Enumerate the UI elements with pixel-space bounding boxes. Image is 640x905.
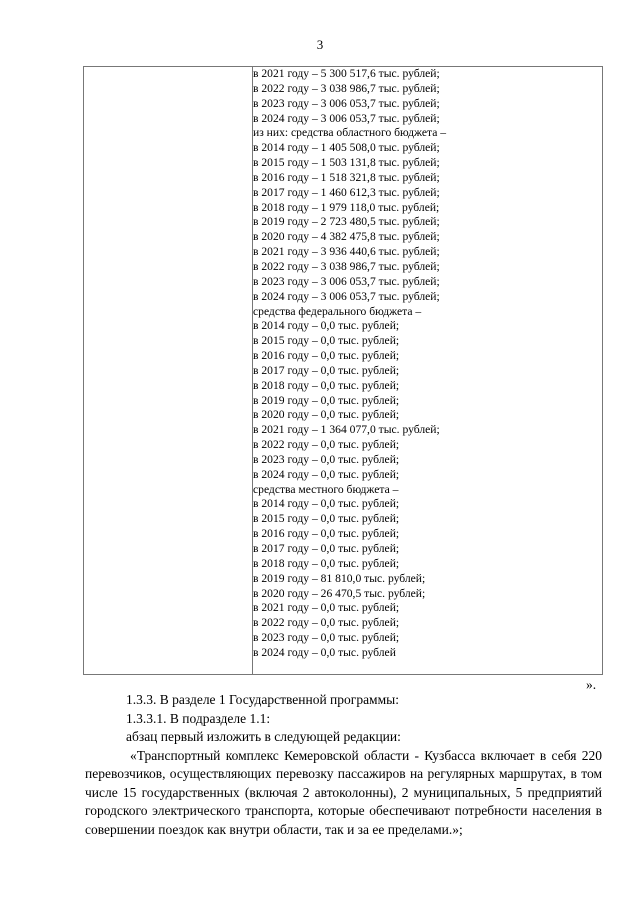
table-right-cell	[253, 67, 603, 675]
paragraph-subsection: 1.3.3.1. В подразделе 1.1:	[126, 710, 271, 726]
financing-table	[83, 66, 603, 675]
financing-line: в 2017 году – 0,0 тыс. рублей;	[253, 363, 400, 377]
financing-line: в 2014 году – 0,0 тыс. рублей;	[253, 319, 400, 333]
table-left-cell	[84, 67, 253, 675]
financing-line: в 2016 году – 0,0 тыс. рублей;	[253, 527, 400, 541]
financing-line: в 2021 году – 3 936 440,6 тыс. рублей;	[253, 245, 440, 259]
financing-line: из них: средства областного бюджета –	[253, 126, 447, 140]
financing-line: в 2024 году – 0,0 тыс. рублей	[253, 645, 396, 659]
table-row	[84, 67, 603, 675]
financing-line: в 2022 году – 0,0 тыс. рублей;	[253, 438, 400, 452]
financing-line: в 2018 году – 0,0 тыс. рублей;	[253, 378, 400, 392]
financing-line: в 2015 году – 1 503 131,8 тыс. рублей;	[253, 156, 440, 170]
financing-lines	[253, 67, 602, 661]
financing-line: в 2022 году – 3 038 986,7 тыс. рублей;	[253, 259, 440, 273]
financing-line: в 2023 году – 0,0 тыс. рублей;	[253, 631, 400, 645]
financing-line: в 2021 году – 0,0 тыс. рублей;	[253, 601, 400, 615]
financing-line: в 2024 году – 0,0 тыс. рублей;	[253, 467, 400, 481]
financing-line: в 2022 году – 3 038 986,7 тыс. рублей;	[253, 81, 440, 95]
financing-line: в 2019 году – 0,0 тыс. рублей;	[253, 393, 400, 407]
financing-line: в 2024 году – 3 006 053,7 тыс. рублей;	[253, 289, 440, 303]
financing-line: в 2019 году – 81 810,0 тыс. рублей;	[253, 571, 426, 585]
financing-line: в 2015 году – 0,0 тыс. рублей;	[253, 512, 400, 526]
financing-line: в 2020 году – 0,0 тыс. рублей;	[253, 408, 400, 422]
financing-line: в 2023 году – 0,0 тыс. рублей;	[253, 452, 400, 466]
page-number: 3	[316, 37, 324, 52]
financing-line: в 2023 году – 3 006 053,7 тыс. рублей;	[253, 274, 440, 288]
paragraph-quote: «Транспортный комплекс Кемеровской области - Кузбасса включает в себя 220 перевозчиков, осуществляющих перевозку пассажиров на регулярных маршрутах, в том числе 15 государственных (включая 2 автоколонны), 2 муниципальных, 5 предприятий городского электрического транспорта, которые обеспечивают потребности населения в совершении поездок как внутри области, так и за ее пределами.»;	[85, 747, 602, 837]
financing-line: в 2020 году – 26 470,5 тыс. рублей;	[253, 586, 426, 600]
financing-line: в 2021 году – 5 300 517,6 тыс. рублей;	[253, 67, 440, 80]
financing-line: в 2017 году – 1 460 612,3 тыс. рублей;	[253, 185, 440, 199]
financing-line: в 2016 году – 0,0 тыс. рублей;	[253, 349, 400, 363]
financing-line: в 2020 году – 4 382 475,8 тыс. рублей;	[253, 230, 440, 244]
body-text	[85, 691, 602, 839]
paragraph-instruction: абзац первый изложить в следующей редакции:	[126, 729, 401, 744]
financing-line: в 2014 году – 1 405 508,0 тыс. рублей;	[253, 141, 440, 155]
financing-line: в 2017 году – 0,0 тыс. рублей;	[253, 542, 400, 555]
financing-line: в 2024 году – 3 006 053,7 тыс. рублей;	[253, 111, 440, 125]
paragraph-section: 1.3.3. В разделе 1 Государственной программы:	[126, 692, 399, 707]
financing-line: средства местного бюджета –	[253, 482, 399, 496]
financing-line: в 2021 году – 1 364 077,0 тыс. рублей;	[253, 423, 440, 437]
financing-line: в 2018 году – 0,0 тыс. рублей;	[253, 556, 400, 570]
financing-line: в 2014 году – 0,0 тыс. рублей;	[253, 497, 400, 511]
financing-line: средства федерального бюджета –	[253, 304, 422, 318]
financing-line: в 2018 году – 1 979 118,0 тыс. рублей;	[253, 200, 440, 214]
financing-line: в 2015 году – 0,0 тыс. рублей;	[253, 334, 400, 348]
financing-line: в 2023 году – 3 006 053,7 тыс. рублей;	[253, 96, 440, 110]
financing-line: в 2019 году – 2 723 480,5 тыс. рублей;	[253, 215, 440, 229]
financing-line: в 2016 году – 1 518 321,8 тыс. рублей;	[253, 170, 440, 184]
closing-quote: ».	[586, 677, 597, 692]
financing-line: в 2022 году – 0,0 тыс. рублей;	[253, 616, 400, 630]
